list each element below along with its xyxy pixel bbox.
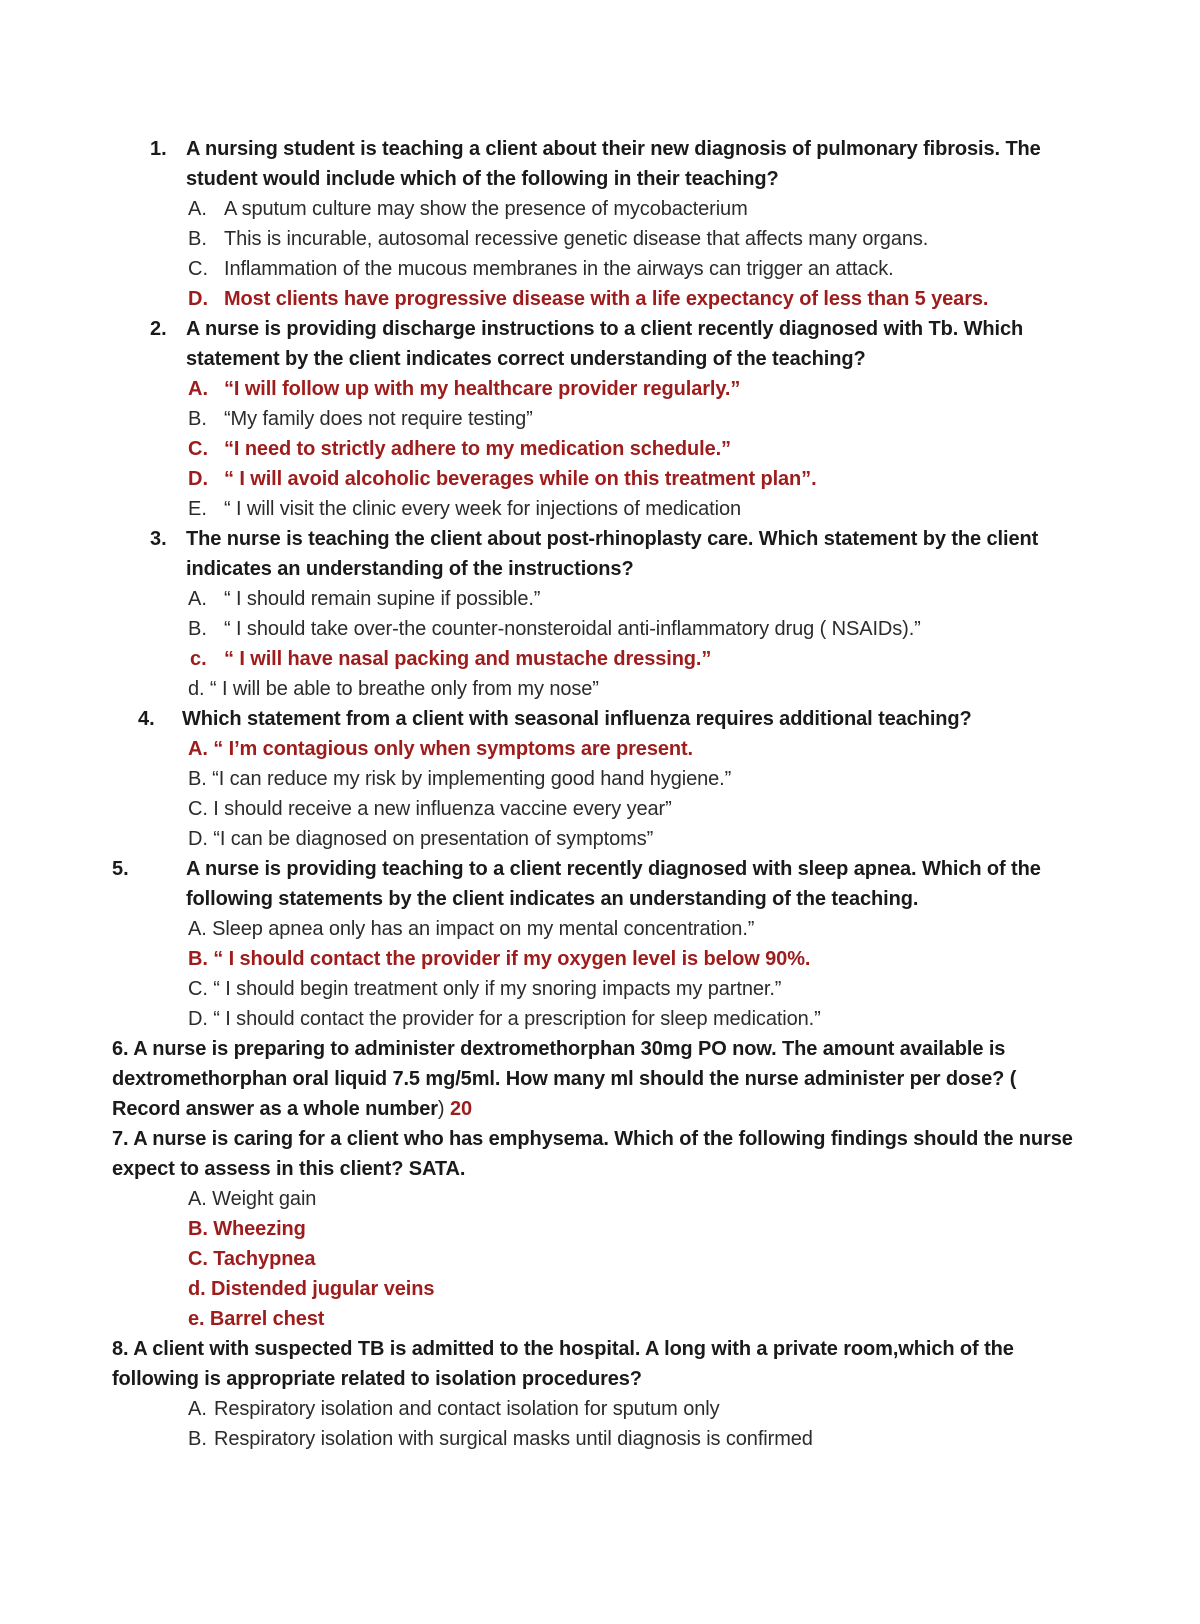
- question-2-stem-line-2: statement by the client indicates correct understanding of the teaching?: [186, 348, 866, 370]
- q3-option-d-text: d. “ I will be able to breathe only from my nose”: [188, 678, 599, 700]
- question-1-number: 1.: [150, 138, 167, 160]
- q1-option-c-letter: C.: [188, 258, 208, 280]
- question-6-answer: 20: [449, 1098, 472, 1120]
- question-8-stem-line-2: following is appropriate related to isolation procedures?: [112, 1368, 642, 1390]
- q1-option-d-letter: D.: [188, 288, 208, 310]
- question-6-stem-line-1: 6. A nurse is preparing to administer dextromethorphan 30mg PO now. The amount available is: [112, 1038, 1006, 1060]
- question-6-stem-line-3: [112, 1094, 472, 1124]
- question-6-paren: ): [437, 1098, 445, 1120]
- q1-option-d-text-correct: Most clients have progressive disease with a life expectancy of less than 5 years.: [224, 288, 989, 310]
- question-7-stem-line-1: 7. A nurse is caring for a client who has emphysema. Which of the following findings should the nurse: [112, 1128, 1073, 1150]
- q2-option-c-letter: C.: [188, 438, 208, 460]
- q3-option-b-letter: B.: [188, 618, 207, 640]
- q4-option-b-text: B. “I can reduce my risk by implementing good hand hygiene.”: [188, 768, 732, 790]
- q4-option-d-text: D. “I can be diagnosed on presentation of symptoms”: [188, 828, 654, 850]
- q4-option-a-text-correct: A. “ I’m contagious only when symptoms are present.: [188, 738, 694, 760]
- q5-option-c-text: C. “ I should begin treatment only if my snoring impacts my partner.”: [188, 978, 782, 1000]
- q4-option-c-text: C. I should receive a new influenza vaccine every year”: [188, 798, 672, 820]
- q8-option-b-letter: B.: [188, 1428, 207, 1450]
- question-3-number: 3.: [150, 528, 167, 550]
- question-7-stem-line-2: expect to assess in this client? SATA.: [112, 1158, 466, 1180]
- q1-option-a-text: A sputum culture may show the presence of mycobacterium: [224, 198, 748, 220]
- q8-option-a-text: Respiratory isolation and contact isolation for sputum only: [214, 1398, 720, 1420]
- q7-option-c-text-correct: C. Tachypnea: [188, 1248, 316, 1270]
- q3-option-c-letter: c.: [190, 648, 207, 670]
- q2-option-d-letter: D.: [188, 468, 208, 490]
- q7-option-a-text: A. Weight gain: [188, 1188, 317, 1210]
- question-5-stem-line-2: following statements by the client indicates an understanding of the teaching.: [186, 888, 919, 910]
- question-2-stem-line-1: A nurse is providing discharge instructions to a client recently diagnosed with Tb. Which: [186, 318, 1024, 340]
- q2-option-a-letter: A.: [188, 378, 208, 400]
- q1-option-c-text: Inflammation of the mucous membranes in the airways can trigger an attack.: [224, 258, 894, 280]
- q5-option-b-text-correct: B. “ I should contact the provider if my oxygen level is below 90%.: [188, 948, 811, 970]
- q7-option-b-text-correct: B. Wheezing: [188, 1218, 306, 1240]
- question-3-stem-line-1: The nurse is teaching the client about post-rhinoplasty care. Which statement by the client: [186, 528, 1039, 550]
- q5-option-a-text: A. Sleep apnea only has an impact on my mental concentration.”: [188, 918, 755, 940]
- q3-option-b-text: “ I should take over-the counter-nonsteroidal anti-inflammatory drug ( NSAIDs).”: [224, 618, 921, 640]
- q7-option-d-text-correct: d. Distended jugular veins: [188, 1278, 435, 1300]
- q3-option-c-text-correct: “ I will have nasal packing and mustache dressing.”: [224, 648, 712, 670]
- question-6-stem-line-2: dextromethorphan oral liquid 7.5 mg/5ml. How many ml should the nurse administer per dose? (: [112, 1068, 1017, 1090]
- q3-option-a-text: “ I should remain supine if possible.”: [224, 588, 541, 610]
- q7-option-e-text-correct: e. Barrel chest: [188, 1308, 325, 1330]
- q8-option-b-text: Respiratory isolation with surgical masks until diagnosis is confirmed: [214, 1428, 813, 1450]
- q2-option-b-letter: B.: [188, 408, 207, 430]
- q2-option-e-text: “ I will visit the clinic every week for injections of medication: [224, 498, 742, 520]
- question-3-stem-line-2: indicates an understanding of the instructions?: [186, 558, 634, 580]
- q2-option-c-text-correct: “I need to strictly adhere to my medication schedule.”: [224, 438, 731, 460]
- question-4-stem: Which statement from a client with seasonal influenza requires additional teaching?: [182, 708, 972, 730]
- question-2-number: 2.: [150, 318, 167, 340]
- question-1-stem-line-2: student would include which of the following in their teaching?: [186, 168, 779, 190]
- q1-option-a-letter: A.: [188, 198, 207, 220]
- question-6-stem-line-3-text: Record answer as a whole number: [112, 1098, 438, 1120]
- question-5-number: 5.: [112, 858, 129, 880]
- q2-option-d-text-correct: “ I will avoid alcoholic beverages while on this treatment plan”.: [224, 468, 817, 490]
- q2-option-a-text-correct: “I will follow up with my healthcare provider regularly.”: [224, 378, 741, 400]
- q1-option-b-text: This is incurable, autosomal recessive genetic disease that affects many organs.: [224, 228, 929, 250]
- question-5-stem-line-1: A nurse is providing teaching to a client recently diagnosed with sleep apnea. Which of the: [186, 858, 1041, 880]
- question-1-stem-line-1: A nursing student is teaching a client about their new diagnosis of pulmonary fibrosis. The: [186, 138, 1041, 160]
- question-4-number: 4.: [138, 708, 155, 730]
- q8-option-a-letter: A.: [188, 1398, 207, 1420]
- q1-option-b-letter: B.: [188, 228, 207, 250]
- q3-option-a-letter: A.: [188, 588, 207, 610]
- q2-option-b-text: “My family does not require testing”: [224, 408, 533, 430]
- q5-option-d-text: D. “ I should contact the provider for a prescription for sleep medication.”: [188, 1008, 821, 1030]
- question-8-stem-line-1: 8. A client with suspected TB is admitted to the hospital. A long with a private room,which of the: [112, 1338, 1014, 1360]
- q2-option-e-letter: E.: [188, 498, 207, 520]
